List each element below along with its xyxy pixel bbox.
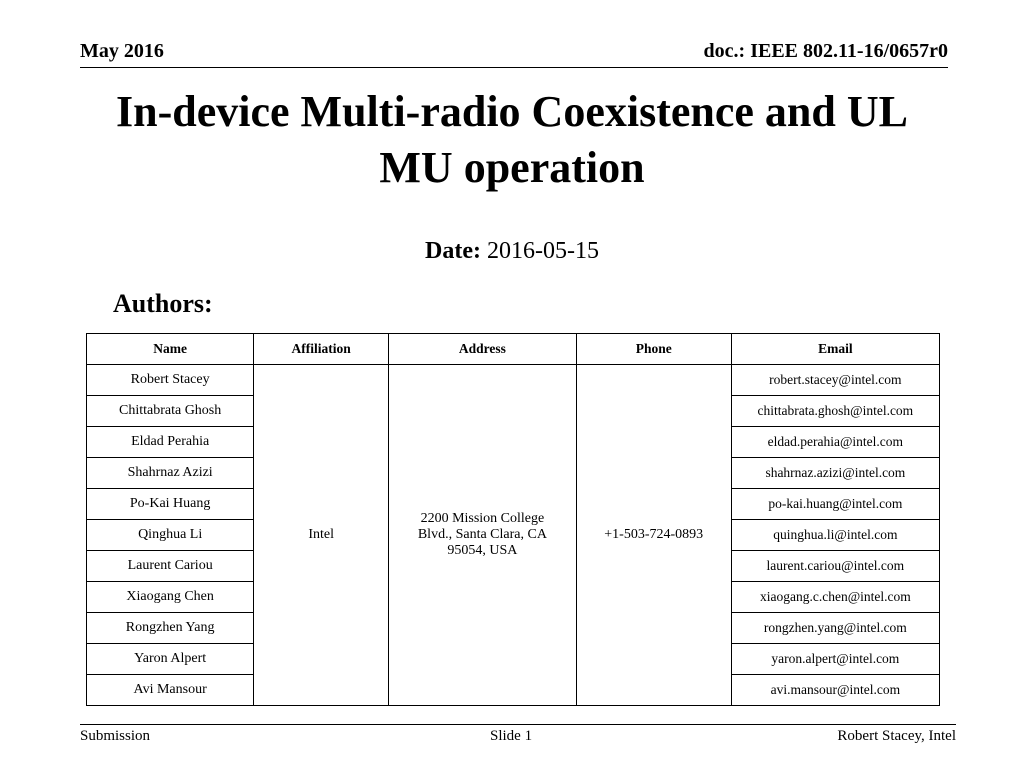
author-email: chittabrata.ghosh@intel.com	[731, 396, 939, 427]
author-name: Laurent Cariou	[87, 551, 254, 582]
author-name: Shahrnaz Azizi	[87, 458, 254, 489]
author-name: Eldad Perahia	[87, 427, 254, 458]
author-name: Robert Stacey	[87, 365, 254, 396]
address-line: 95054, USA	[447, 543, 518, 558]
table-row	[87, 365, 940, 396]
author-email: quinghua.li@intel.com	[731, 520, 939, 551]
header-divider	[80, 67, 948, 68]
header-date: May 2016	[80, 40, 164, 62]
column-header-phone: Phone	[576, 334, 731, 365]
date-value: 2016-05-15	[486, 238, 599, 264]
slide-date	[0, 238, 1024, 265]
author-name: Chittabrata Ghosh	[87, 396, 254, 427]
address-line: 2200 Mission College	[420, 511, 545, 526]
footer-author: Robert Stacey, Intel	[837, 728, 956, 744]
footer-divider	[80, 724, 956, 725]
footer-submission: Submission	[80, 728, 151, 744]
author-name: Yaron Alpert	[87, 644, 254, 675]
author-email: yaron.alpert@intel.com	[731, 644, 939, 675]
header-doc-id: doc.: IEEE 802.11-16/0657r0	[703, 40, 948, 62]
author-name: Rongzhen Yang	[87, 613, 254, 644]
author-email: robert.stacey@intel.com	[731, 365, 939, 396]
column-header-email: Email	[731, 334, 939, 365]
author-email: xiaogang.c.chen@intel.com	[731, 582, 939, 613]
column-header-name: Name	[87, 334, 254, 365]
table-header-row	[87, 334, 940, 365]
shared-phone: +1-503-724-0893	[576, 365, 731, 706]
author-name: Xiaogang Chen	[87, 582, 254, 613]
author-email: rongzhen.yang@intel.com	[731, 613, 939, 644]
author-email: laurent.cariou@intel.com	[731, 551, 939, 582]
date-label: Date:	[425, 238, 481, 264]
shared-address	[389, 365, 577, 706]
shared-affiliation: Intel	[254, 365, 389, 706]
author-name: Qinghua Li	[87, 520, 254, 551]
footer-slide-number: Slide 1	[490, 728, 533, 744]
author-email: shahrnaz.azizi@intel.com	[731, 458, 939, 489]
address-line: Blvd., Santa Clara, CA	[417, 527, 547, 542]
column-header-address: Address	[389, 334, 577, 365]
authors-table	[86, 333, 940, 706]
authors-heading: Authors:	[113, 289, 213, 318]
slide-title	[60, 84, 964, 196]
slide-title-line1: In-device Multi-radio Coexistence and UL	[116, 87, 908, 136]
author-name: Po-Kai Huang	[87, 489, 254, 520]
author-name: Avi Mansour	[87, 675, 254, 706]
column-header-affiliation: Affiliation	[254, 334, 389, 365]
author-email: po-kai.huang@intel.com	[731, 489, 939, 520]
author-email: avi.mansour@intel.com	[731, 675, 939, 706]
slide-title-line2: MU operation	[379, 143, 645, 192]
author-email: eldad.perahia@intel.com	[731, 427, 939, 458]
